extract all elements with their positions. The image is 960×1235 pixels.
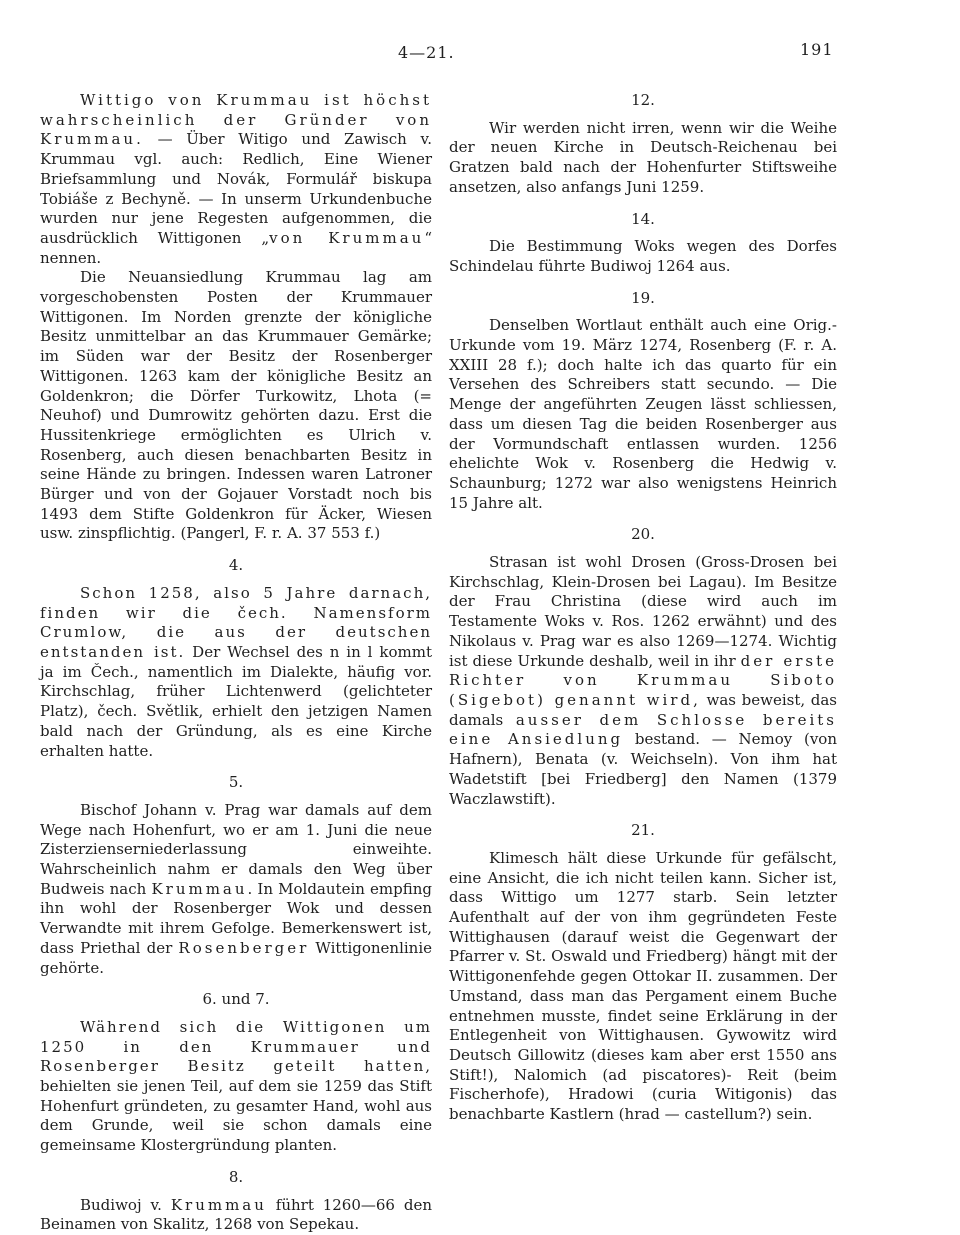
section-number: 20. [631,525,655,544]
body-text: Der Wechsel des n in l kommt ja im Čech., namentlich im Dialekte, häufig vor. Kirchschlag, früher Lichtenwerd (gelichteter Platz), čech. Světlik, erhielt den jetzigen Namen bald nach der Gründung, als es eine Kirche erhalten hatte. [40,642,432,760]
section-number: 12. [631,91,655,109]
section-number: 21. [631,821,655,840]
body-text: — Über Witigo und Zawisch v. Krummau vgl. auch: Redlich, Eine Wiener Briefsammlung und Novák, Formulář biskupa Tobiáše z Bechyně. — In unserm Urkundenbuche wurden nur jene Regesten aufgenommen, die ausdrücklich Wittigonen „ [40,130,432,247]
page-number: 191 [800,40,834,59]
spaced-text: Während sich die Wittigonen um 1250 in den Krummauer und Rosenberger Besitz geteilt hatten, [40,1017,432,1076]
body-text: bestand. — Nemoy (von Hafnern), Benata (v. Weichseln). Von ihm hat Wadetstift [bei Friedberg] den Namen (1379 Waczlawstift). [449,730,838,808]
section-number: 14. [631,209,655,228]
section-number: 19. [631,288,655,307]
spaced-text: Wittigo von Krummau ist höchst wahrscheinlich der Gründer von Krummau. [40,91,432,149]
spaced-text: Krummau [170,1195,267,1214]
paragraph: Die Bestimmung Woks wegen des Dorfes Schindelau führte Budiwoj 1264 aus. [449,237,837,275]
signature-mark: 4—21. [398,43,455,62]
body-text: führt 1260—66 den Beinamen von Skalitz, 1268 von Sepekau. [40,1195,432,1234]
section-number: 5. [228,773,244,792]
body-text: Budiwoj v. [80,1195,171,1214]
body-text: Wittigonenlinie gehörte. [40,938,432,977]
section-number: 4. [228,556,244,575]
spaced-text: Rosenberger [178,938,310,957]
spaced-text: Krummau [151,879,248,898]
right-column [449,91,837,1125]
paragraph [40,1018,432,1156]
section-number: 8. [228,1167,244,1186]
spaced-text: der erste Richter von Krummau Siboto (Sigebot) genannt wird, [449,651,837,709]
paragraph [40,1196,432,1235]
intro-paragraph [40,91,432,268]
paragraph: Denselben Wortlaut enthält auch eine Orig.-Urkunde vom 19. März 1274, Rosenberg (F. r. A. XXIII 28 f.); doch halte ich das quarto für ein Versehen des Schreibers statt secundo. — Die Menge der angeführten Zeugen lässt schliessen, dass um diesen Tag die beiden Rosenberger aus der Vormundschaft entlassen wurden. 1256 ehelichte Wok v. Rosenberg die Hedwig v. Schaunburg; 1272 war also wenigstens Heinrich 15 Jahre alt. [449,316,837,512]
paragraph: Die Neuansiedlung Krummau lag am vorgeschobensten Posten der Krummauer Wittigonen. Im Norden grenzte der königliche Besitz unmittelbar an das Krummauer Gemärke; im Süden war der Besitz der Rosenberger Wittigonen. 1263 kam der königliche Besitz an Goldenkron; die Dörfer Turkowitz, Lhota (= Neuhof) und Dumrowitz gehörten dazu. Erst die Hussitenkriege ermöglichten es Ulrich v. Rosenberg, auch diesen benachbarten Besitz in seine Hände zu bringen. Indessen waren Latroner Bürger und von der Gojauer Vorstadt noch bis 1493 dem Stifte Goldenkron für Äcker, Wiesen usw. zinspflichtig. (Pangerl, F. r. A. 37 553 f.) [40,268,432,543]
paragraph: Klimesch hält diese Urkunde für gefälscht, eine Ansicht, die ich nicht teilen kann. Sicher ist, dass Wittigo um 1277 starb. Sein letzter Aufenthalt auf der von ihm gegründeten Feste Wittighausen (darauf weist die Gegenwart der Pfarrer v. St. Oswald und Friedberg) hängt mit der Wittigonenfehde gegen Ottokar II. zusammen. Der Umstand, dass man das Pergament einem Buche entnehmen musste, findet seine Erklärung in der Entlegenheit von Wittighausen. Gywowitz wird Deutsch Gillowitz (dieses kam aber erst 1550 ans Stift!), Nalomich (ad piscatores)- Reit (beim Fischerhofe), Hradowi (curia Witigonis) das benachbarte Kastlern (hrad — castellum?) sein. [449,848,837,1124]
paragraph [40,801,432,978]
paragraph [40,584,432,761]
paragraph: Wir werden nicht irren, wenn wir die Weihe der neuen Kirche in Deutsch-Reichenau bei Gratzen bald nach der Hohenfurter Stiftsweihe ansetzen, also anfangs Juni 1259. [449,118,837,196]
body-text: was beweist, das damals [449,690,838,729]
body-text: . In Moldautein empfing ihn wohl der Rosenberger Wok und dessen Verwandte mit ihrem Gefolge. Bemerkenswert ist, dass Priethal der [40,879,433,957]
paragraph [449,553,837,809]
body-text: “ nennen. [40,228,432,267]
left-column [40,91,432,1235]
spaced-text: Schon 1258, also 5 Jahre darnach, finden wir die čech. Namensform Crumlow, die aus der deutschen entstanden ist. [40,583,432,661]
spaced-text: von Krummau [269,228,425,247]
body-text: behielten sie jenen Teil, auf dem sie 1259 das Stift Hohenfurt gründeten, zu gesamter Hand, wohl aus dem Grunde, weil sie schon damals eine gemeinsame Klostergründung planten. [40,1077,432,1155]
section-number: 6. und 7. [202,990,270,1009]
body-text: Bischof Johann v. Prag war damals auf dem Wege nach Hohenfurt, wo er am 1. Juni die neue Zisterzienserniederlassung einweihte. Wahrscheinlich nahm er damals den Weg über Budweis nach [40,800,432,898]
spaced-text: ausser dem Schlosse bereits eine Ansiedlung [449,710,837,749]
body-text: Strasan ist wohl Drosen (Gross-Drosen bei Kirchschlag, Klein-Drosen bei Lagau). Im Besitze der Frau Christina (diese wird auch im Testamente Woks v. Ros. 1262 erwähnt) und des Nikolaus v. Prag war es also 1269—1274. Wichtig ist diese Urkunde deshalb, weil in ihr [449,553,837,670]
